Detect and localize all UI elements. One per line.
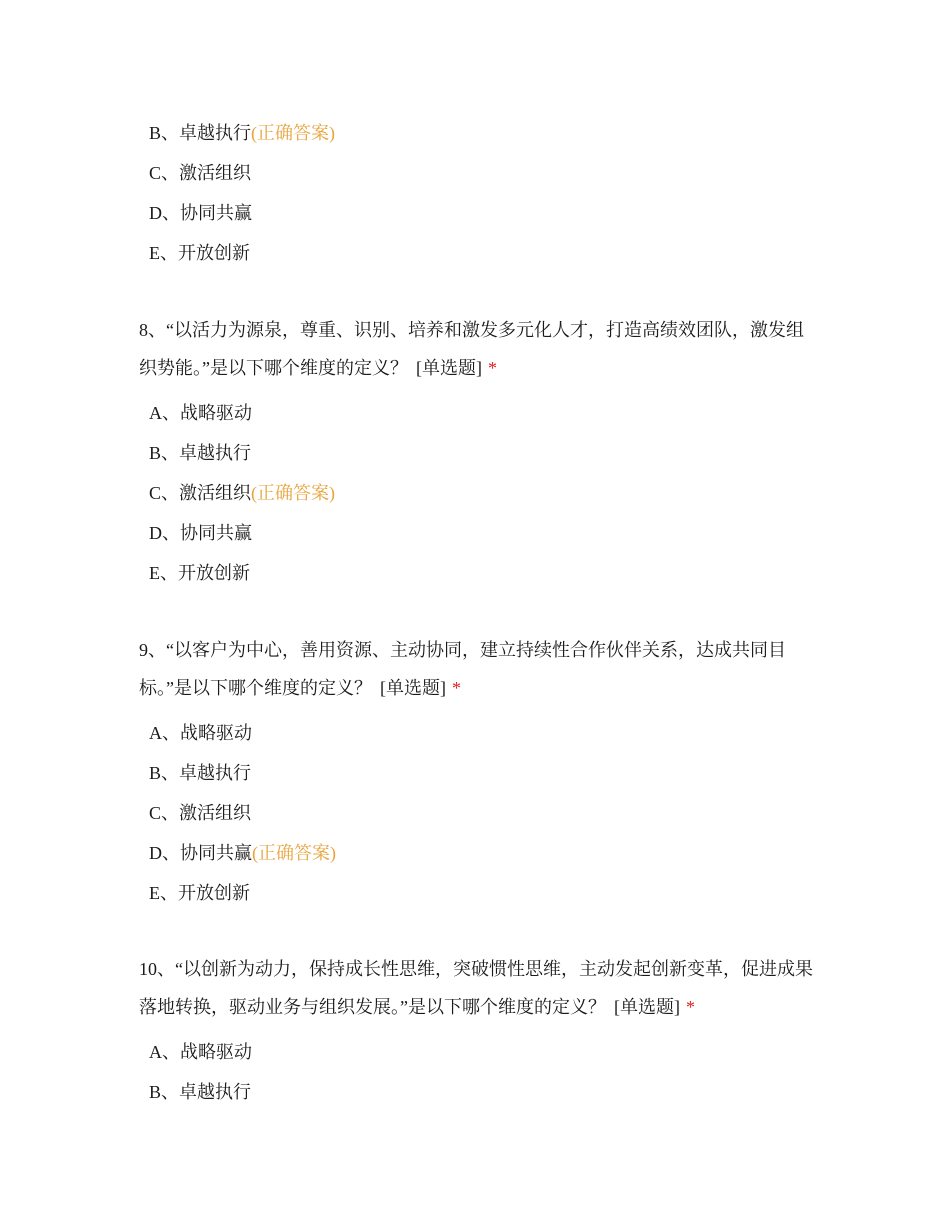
question-text: 10、“以创新为动力，保持成长性思维，突破惯性思维，主动发起创新变革，促进成果落地转换，驱动业务与组织发展。”是以下哪个维度的定义？ bbox=[139, 959, 813, 1017]
option-9-a bbox=[149, 721, 252, 745]
option-label: E、开放创新 bbox=[149, 243, 250, 263]
option-8-a bbox=[149, 401, 252, 425]
correct-answer-marker: (正确答案) bbox=[252, 843, 336, 863]
option-label: B、卓越执行 bbox=[149, 763, 252, 783]
option-label: A、战略驱动 bbox=[149, 723, 252, 743]
option-label: B、卓越执行 bbox=[149, 123, 252, 143]
question-8-stem bbox=[139, 311, 819, 387]
option-label: B、卓越执行 bbox=[149, 1082, 252, 1102]
option-9-b bbox=[149, 761, 251, 785]
option-prev-b bbox=[149, 121, 335, 145]
question-9-stem bbox=[139, 631, 819, 707]
option-8-e bbox=[149, 561, 250, 585]
question-10-stem bbox=[139, 950, 819, 1026]
option-label: E、开放创新 bbox=[149, 563, 250, 583]
option-label: D、协同共赢 bbox=[149, 203, 252, 223]
option-prev-c bbox=[149, 161, 251, 185]
option-label: C、激活组织 bbox=[149, 483, 252, 503]
option-label: D、协同共赢 bbox=[149, 843, 252, 863]
option-label: A、战略驱动 bbox=[149, 1042, 252, 1062]
correct-answer-marker: (正确答案) bbox=[251, 483, 336, 503]
required-marker: * bbox=[488, 358, 497, 378]
required-marker: * bbox=[452, 678, 461, 698]
option-8-c bbox=[149, 481, 335, 505]
option-prev-d bbox=[149, 201, 252, 225]
option-label: B、卓越执行 bbox=[149, 443, 252, 463]
option-8-d bbox=[149, 521, 252, 545]
option-9-c bbox=[149, 801, 251, 825]
option-10-b bbox=[149, 1080, 251, 1104]
question-text: 8、“以活力为源泉，尊重、识别、培养和激发多元化人才，打造高绩效团队，激发组织势能。”是以下哪个维度的定义？ bbox=[139, 320, 804, 378]
correct-answer-marker: (正确答案) bbox=[251, 123, 336, 143]
option-label: A、战略驱动 bbox=[149, 403, 252, 423]
option-label: E、开放创新 bbox=[149, 883, 250, 903]
question-type-tag: [单选题] bbox=[416, 358, 482, 378]
option-9-e bbox=[149, 881, 250, 905]
question-text: 9、“以客户为中心，善用资源、主动协同，建立持续性合作伙伴关系，达成共同目标。”是以下哪个维度的定义？ bbox=[139, 640, 786, 698]
option-label: D、协同共赢 bbox=[149, 523, 252, 543]
option-9-d bbox=[149, 841, 336, 865]
question-type-tag: [单选题] bbox=[614, 997, 680, 1017]
option-label: C、激活组织 bbox=[149, 803, 252, 823]
option-prev-e bbox=[149, 241, 250, 265]
question-type-tag: [单选题] bbox=[380, 678, 446, 698]
option-8-b bbox=[149, 441, 251, 465]
required-marker: * bbox=[686, 997, 695, 1017]
option-label: C、激活组织 bbox=[149, 163, 252, 183]
option-10-a bbox=[149, 1040, 252, 1064]
